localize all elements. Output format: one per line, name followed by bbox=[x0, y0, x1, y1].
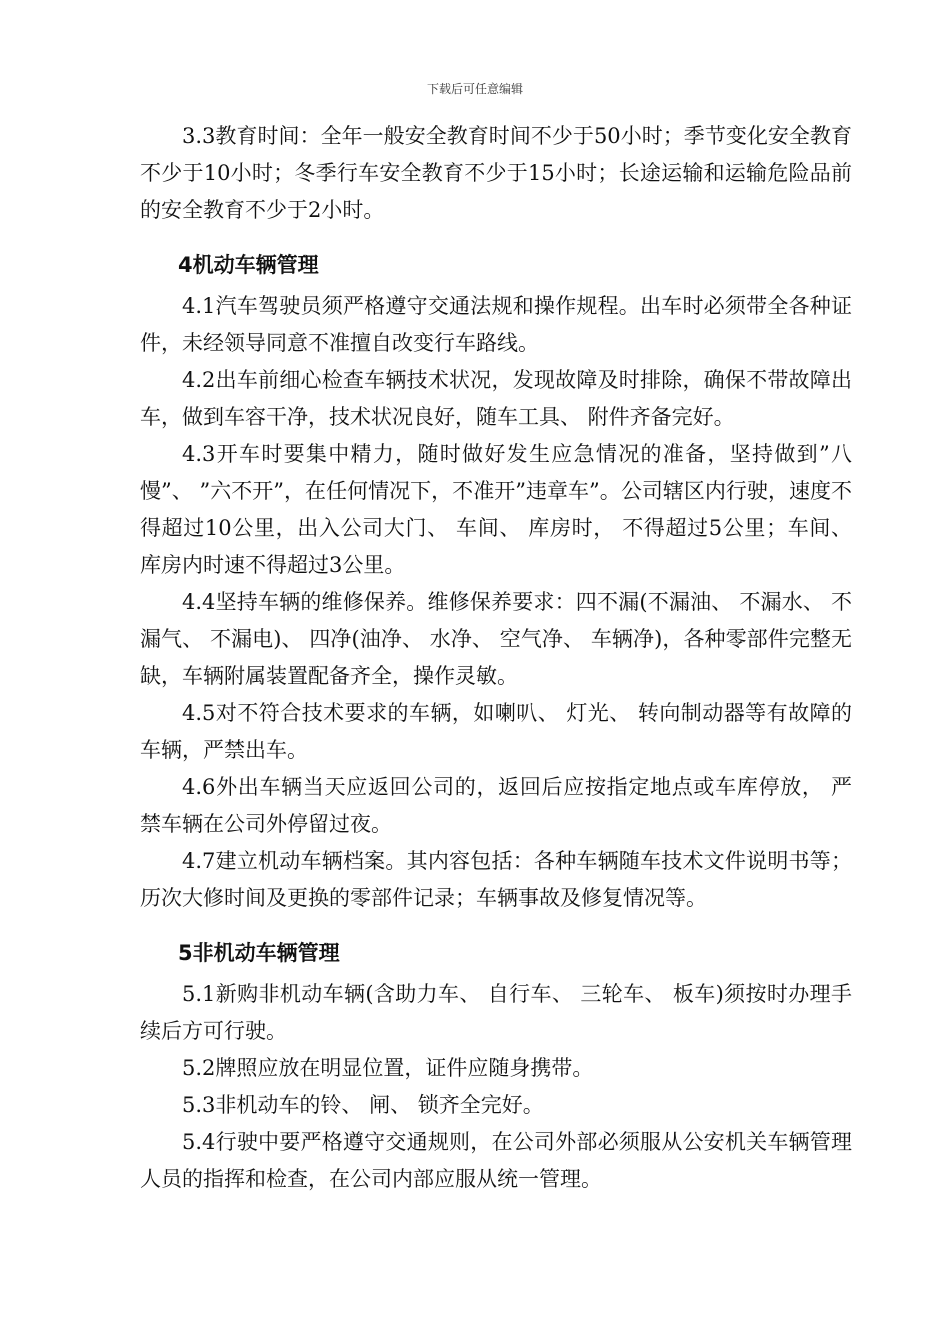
paragraph-5-4: 5.4行驶中要严格遵守交通规则，在公司外部必须服从公安机关车辆管理人员的指挥和检查，在公司内部应服从统一管理。 bbox=[140, 1130, 852, 1191]
paragraph-3-3: 3.3教育时间：全年一般安全教育时间不少于50小时；季节变化安全教育不少于10小时；冬季行车安全教育不少于15小时；长途运输和运输危险品前的安全教育不少于2小时。 bbox=[140, 124, 852, 222]
section-heading-4: 4机动车辆管理 bbox=[178, 253, 319, 277]
paragraph-5-3: 5.3非机动车的铃、 闸、 锁齐全完好。 bbox=[182, 1093, 544, 1117]
paragraph-4-2: 4.2出车前细心检查车辆技术状况，发现故障及时排除，确保不带故障出车，做到车容干净，技术状况良好，随车工具、 附件齐备完好。 bbox=[140, 368, 852, 429]
page-header: 下载后可任意编辑 bbox=[426, 82, 523, 96]
section-heading-5: 5非机动车辆管理 bbox=[178, 941, 340, 965]
paragraph-4-4: 4.4坚持车辆的维修保养。维修保养要求：四不漏(不漏油、 不漏水、 不漏气、 不漏电)、 四净(油净、 水净、 空气净、 车辆净)，各种零部件完整无缺，车辆附属装置配备齐全，操作灵敏。 bbox=[140, 590, 852, 688]
paragraph-4-5: 4.5对不符合技术要求的车辆，如喇叭、 灯光、 转向制动器等有故障的车辆，严禁出车。 bbox=[140, 701, 852, 762]
paragraph-4-7: 4.7建立机动车辆档案。其内容包括：各种车辆随车技术文件说明书等；历次大修时间及更换的零部件记录；车辆事故及修复情况等。 bbox=[140, 849, 852, 910]
paragraph-5-1: 5.1新购非机动车辆(含助力车、 自行车、 三轮车、 板车)须按时办理手续后方可行驶。 bbox=[140, 982, 852, 1043]
document-body bbox=[140, 118, 852, 1198]
paragraph-4-6: 4.6外出车辆当天应返回公司的，返回后应按指定地点或车库停放， 严禁车辆在公司外停留过夜。 bbox=[140, 775, 852, 836]
paragraph-5-2: 5.2牌照应放在明显位置，证件应随身携带。 bbox=[182, 1056, 594, 1080]
paragraph-4-3: 4.3开车时要集中精力，随时做好发生应急情况的准备，坚持做到”八慢”、 ”六不开”，在任何情况下，不准开”违章车”。公司辖区内行驶，速度不得超过10公里，出入公司大门、 车间、 库房时， 不得超过5公里；车间、 库房内时速不得超过3公里。 bbox=[140, 442, 852, 577]
paragraph-4-1: 4.1汽车驾驶员须严格遵守交通法规和操作规程。出车时必须带全各种证件，未经领导同意不准擅自改变行车路线。 bbox=[140, 294, 852, 355]
